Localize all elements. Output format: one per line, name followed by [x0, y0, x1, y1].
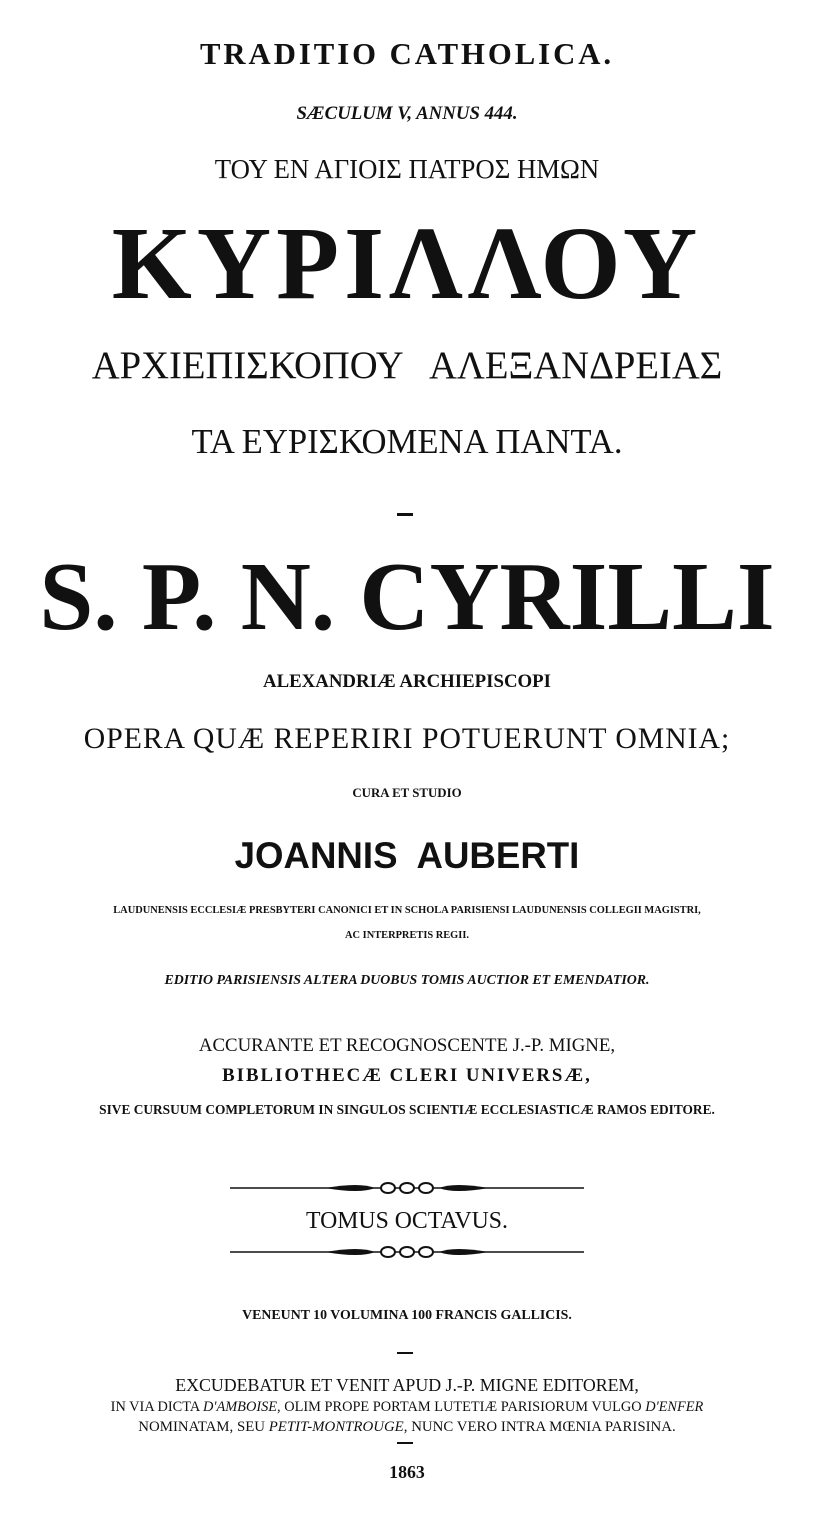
- ornamental-rule-top: [230, 1180, 584, 1196]
- cura-line: CURA ET STUDIO: [352, 785, 462, 800]
- imprint-line-1: EXCUDEBATUR ET VENIT APUD J.-P. MIGNE EDITOREM,: [175, 1375, 639, 1395]
- latin-works: OPERA QUÆ REPERIRI POTUERUNT OMNIA;: [83, 722, 731, 755]
- greek-intro: ΤΟΥ ΕΝ ΑΓΙΟΙΣ ΠΑΤΡΟΣ ΗΜΩΝ: [214, 154, 600, 184]
- latin-author-title: ALEXANDRIÆ ARCHIEPISCOPI: [262, 671, 551, 692]
- editor-description-1: LAUDUNENSIS ECCLESIÆ PRESBYTERI CANONICI ET IN SCHOLA PARISIENSI LAUDUNENSIS COLLEGII MAGISTRI,: [113, 905, 701, 916]
- imprint-2-part-c: , OLIM PROPE PORTAM LUTETIÆ PARISIORUM VULGO: [277, 1399, 646, 1415]
- imprint-2-place-enfer: D'ENFER: [645, 1399, 704, 1415]
- latin-author-name: S. P. N. CYRILLI: [39, 543, 775, 651]
- greek-works: ΤΑ ΕΥΡΙΣΚΟΜΕΝΑ ΠΑΝΤΑ.: [191, 422, 623, 461]
- edition-note: EDITIO PARISIENSIS ALTERA DUOBUS TOMIS AUCTIOR ET EMENDATIOR.: [164, 973, 650, 988]
- editor-name: JOANNIS AUBERTI: [234, 835, 580, 876]
- greek-author-title: ΑΡΧΙΕΠΙΣΚΟΠΟΥ ΑΛΕΞΑΝΔΡΕΙΑΣ: [91, 344, 723, 387]
- ornamental-rule-bottom: [230, 1244, 584, 1260]
- accurante-line: ACCURANTE ET RECOGNOSCENTE J.-P. MIGNE,: [198, 1035, 616, 1056]
- editor-description-2: AC INTERPRETIS REGII.: [345, 930, 469, 941]
- separator-dash: [397, 513, 413, 516]
- imprint-3-part-c: , NUNC VERO INTRA MŒNIA PARISINA.: [403, 1419, 676, 1435]
- sive-line: SIVE CURSUUM COMPLETORUM IN SINGULOS SCIENTIÆ ECCLESIASTICÆ RAMOS EDITORE.: [99, 1102, 715, 1117]
- volume-label: TOMUS OCTAVUS.: [306, 1208, 508, 1234]
- imprint-line-3: [4, 1420, 810, 1435]
- header: TRADITIO CATHOLICA.: [199, 36, 615, 71]
- saeculum-line: SÆCULUM V, ANNUS 444.: [296, 103, 518, 124]
- greek-author-name: ΚΥΡΙΛΛΟΥ: [111, 206, 703, 321]
- bibliotheca-line: BIBLIOTHECÆ CLERI UNIVERSÆ,: [222, 1065, 592, 1086]
- separator-dash: [397, 1352, 413, 1354]
- separator-dash: [397, 1442, 413, 1444]
- publication-year: 1863: [389, 1462, 425, 1482]
- imprint-3-place-montrouge: PETIT-MONTROUGE: [268, 1419, 404, 1435]
- imprint-line-2: [4, 1400, 810, 1415]
- imprint-2-part-a: IN VIA DICTA: [110, 1399, 204, 1415]
- price-line: VENEUNT 10 VOLUMINA 100 FRANCIS GALLICIS.: [242, 1308, 572, 1323]
- imprint-2-place-amboise: D'AMBOISE: [203, 1399, 278, 1415]
- imprint-3-part-a: NOMINATAM, SEU: [138, 1419, 269, 1435]
